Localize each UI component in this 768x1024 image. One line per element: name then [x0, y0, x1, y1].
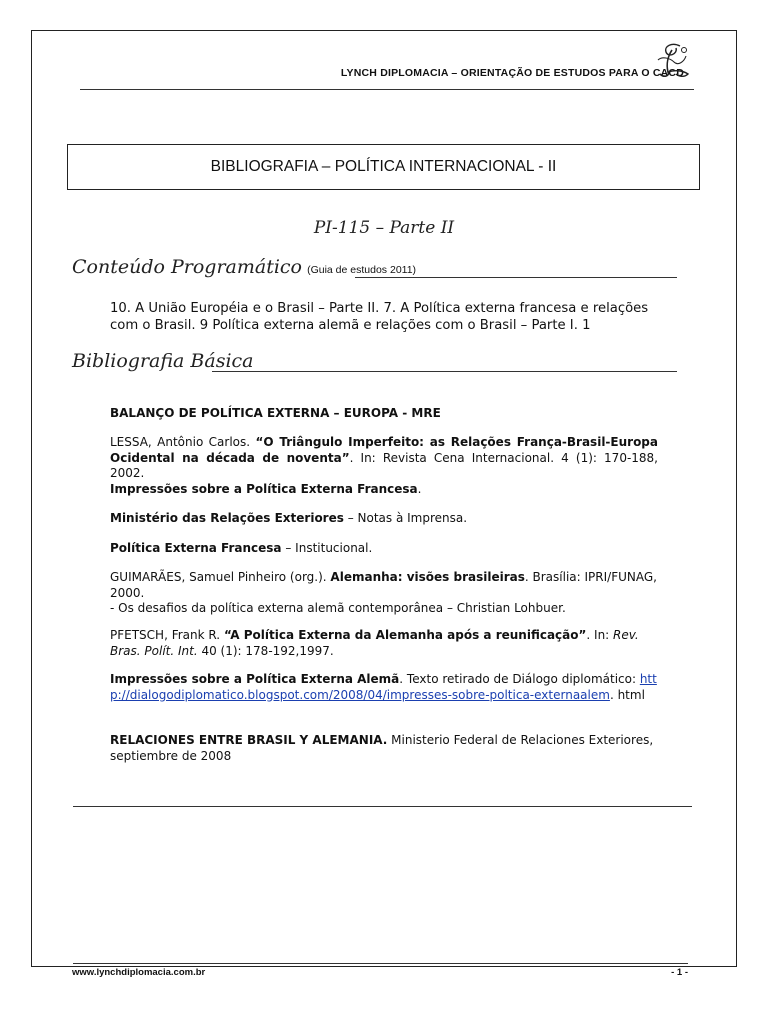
entry-title: Política Externa Francesa: [110, 541, 282, 555]
entry-rest: . In: Revista Cena Internacional. 4 (1): 170-188, 2002.: [110, 450, 658, 480]
subtitle: PI-115 – Parte II: [313, 218, 455, 238]
biblio-entry-6: [110, 570, 658, 617]
entry-rest: – Notas à Imprensa.: [343, 511, 468, 525]
entry-rest: . In:: [586, 628, 614, 642]
conteudo-text: 10. A União Européia e o Brasil – Parte II. 7. A Política externa francesa e relações com o Brasil. 9 Política externa alemã e relações com o Brasil – Parte I. 1: [110, 301, 649, 333]
ornate-L-monogram-icon: [650, 40, 694, 80]
conteudo-heading: [72, 256, 416, 278]
entry-subitem: - Os desafios da política externa alemã contemporânea – Christian Lohbuer.: [110, 601, 566, 615]
page-number: - 1 -: [671, 967, 688, 978]
entry-rest: . Brasília: IPRI/FUNAG, 2000.: [110, 570, 657, 600]
entry-title: Ministério das Relações Exteriores: [110, 511, 344, 525]
biblio-entry-7: [110, 628, 658, 659]
entry-title: Impressões sobre a Política Externa Alemã: [110, 672, 400, 686]
title-box: [67, 144, 700, 190]
biblio-entry-1: [110, 406, 658, 422]
biblio-entry-3: [110, 482, 658, 498]
entry-title: BALANÇO DE POLÍTICA EXTERNA – EUROPA - MRE: [110, 406, 441, 420]
entry-title: “A Política Externa da Alemanha após a reunificação”: [223, 628, 587, 642]
header-title: LYNCH DIPLOMACIA – ORIENTAÇÃO DE ESTUDOS PARA O CACD: [340, 67, 684, 79]
bibliografia-rule: [212, 371, 677, 372]
entry-author: GUIMARÃES, Samuel Pinheiro (org.).: [110, 570, 331, 584]
footer-url: www.lynchdiplomacia.com.br: [72, 967, 206, 978]
entry-title: RELACIONES ENTRE BRASIL Y ALEMANIA.: [110, 733, 388, 747]
entry-author: LESSA, Antônio Carlos.: [110, 435, 256, 449]
entry-rest: .: [417, 482, 422, 496]
biblio-entry-5: [110, 541, 658, 557]
entry-title: Impressões sobre a Política Externa Francesa: [110, 482, 418, 496]
entry-rest: 40 (1): 178-192,1997.: [197, 643, 334, 658]
conteudo-label: Conteúdo Programático: [72, 256, 302, 278]
entry-rest: Ministerio Federal de Relaciones Exteriores, septiembre de 2008: [110, 733, 654, 763]
guide-note: (Guia de estudos 2011): [307, 264, 417, 276]
conteudo-rule: [355, 277, 677, 278]
section-end-rule: [73, 806, 692, 807]
entry-rest: . Texto retirado de Diálogo diplomático:: [399, 672, 640, 686]
entry-author: PFETSCH, Frank R.: [110, 628, 224, 642]
biblio-entry-2: [110, 435, 658, 482]
biblio-entry-4: [110, 511, 658, 527]
biblio-entry-8: [110, 672, 658, 703]
document-title: BIBLIOGRAFIA – POLÍTICA INTERNACIONAL - II: [210, 158, 557, 175]
entry-rest: – Institucional.: [281, 541, 373, 555]
footer-rule: [73, 963, 688, 964]
entry-title: “O Triângulo Imperfeito: as Relações França-Brasil-Europa Ocidental na década de noventa”: [110, 435, 658, 465]
entry-journal: Rev. Bras. Polít. Int.: [110, 628, 639, 658]
dialogo-diplomatico-link[interactable]: http://dialogodiplomatico.blogspot.com/2008/04/impresses-sobre-poltica-externaalem: [110, 672, 657, 702]
entry-title: Alemanha: visões brasileiras: [330, 570, 525, 584]
entry-rest: . html: [609, 687, 645, 702]
header-rule: [80, 89, 694, 90]
bibliografia-label: Bibliografia Básica: [72, 350, 254, 372]
biblio-entry-9: [110, 733, 658, 764]
